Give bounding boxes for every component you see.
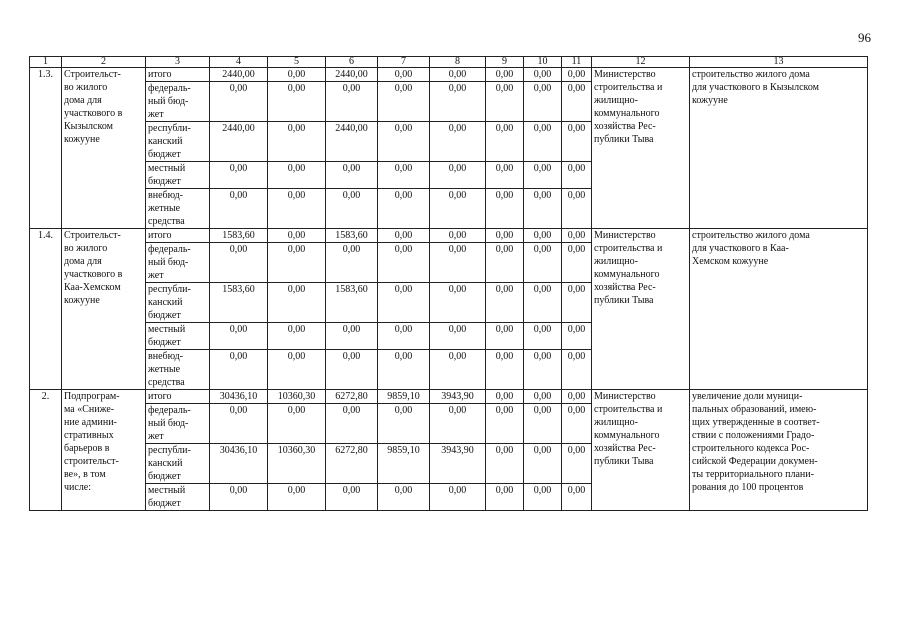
header-cell: 10	[524, 57, 562, 68]
header-cell: 12	[592, 57, 690, 68]
amount-cell: 0,00	[562, 444, 592, 484]
amount-cell: 0,00	[524, 82, 562, 122]
amount-cell: 0,00	[378, 283, 430, 323]
funding-source: местный бюджет	[146, 323, 210, 350]
amount-cell: 0,00	[326, 404, 378, 444]
funding-source: республи- канский бюджет	[146, 283, 210, 323]
amount-cell: 0,00	[378, 162, 430, 189]
amount-cell: 0,00	[326, 243, 378, 283]
amount-cell: 9859,10	[378, 390, 430, 404]
amount-cell: 0,00	[430, 122, 486, 162]
header-cell: 8	[430, 57, 486, 68]
funding-source: федераль- ный бюд- жет	[146, 404, 210, 444]
amount-cell: 0,00	[210, 243, 268, 283]
amount-cell: 0,00	[524, 404, 562, 444]
amount-cell: 0,00	[210, 82, 268, 122]
header-row	[30, 57, 868, 68]
amount-cell: 0,00	[486, 350, 524, 390]
funding-source: внебюд- жетные средства	[146, 189, 210, 229]
amount-cell: 0,00	[524, 283, 562, 323]
table-row	[30, 390, 868, 404]
amount-cell: 0,00	[486, 243, 524, 283]
amount-cell: 0,00	[486, 189, 524, 229]
funding-source: итого	[146, 68, 210, 82]
header-cell: 3	[146, 57, 210, 68]
amount-cell: 0,00	[524, 122, 562, 162]
amount-cell: 2440,00	[326, 68, 378, 82]
funding-source: республи- канский бюджет	[146, 122, 210, 162]
amount-cell: 0,00	[378, 243, 430, 283]
funding-source: внебюд- жетные средства	[146, 350, 210, 390]
amount-cell: 0,00	[562, 68, 592, 82]
amount-cell: 0,00	[486, 162, 524, 189]
amount-cell: 0,00	[326, 189, 378, 229]
amount-cell: 0,00	[562, 162, 592, 189]
amount-cell: 0,00	[562, 323, 592, 350]
amount-cell: 6272,80	[326, 444, 378, 484]
expected-result: увеличение доли муници- пальных образований, имею- щих утвержденные в соответ- ствии с положениями Градо- строительного кодекса Рос- сийской Федерации докумен- ты территориального плани- рования до 100 процентов	[690, 390, 868, 511]
amount-cell: 0,00	[524, 444, 562, 484]
amount-cell: 3943,90	[430, 390, 486, 404]
amount-cell: 0,00	[562, 243, 592, 283]
amount-cell: 2440,00	[210, 122, 268, 162]
amount-cell: 0,00	[486, 323, 524, 350]
expected-result: строительство жилого дома для участкового в Кызылском кожууне	[690, 68, 868, 229]
amount-cell: 0,00	[430, 404, 486, 444]
header-cell: 11	[562, 57, 592, 68]
amount-cell: 0,00	[524, 390, 562, 404]
amount-cell: 0,00	[326, 162, 378, 189]
amount-cell: 0,00	[430, 484, 486, 511]
amount-cell: 10360,30	[268, 390, 326, 404]
amount-cell: 0,00	[524, 68, 562, 82]
header-cell: 2	[62, 57, 146, 68]
amount-cell: 0,00	[524, 484, 562, 511]
executor: Министерство строительства и жилищно- коммунального хозяйства Рес- публики Тыва	[592, 68, 690, 229]
expected-result: строительство жилого дома для участкового в Каа- Хемском кожууне	[690, 229, 868, 390]
amount-cell: 0,00	[378, 122, 430, 162]
amount-cell: 0,00	[486, 68, 524, 82]
header-cell: 1	[30, 57, 62, 68]
amount-cell: 0,00	[268, 189, 326, 229]
amount-cell: 0,00	[524, 350, 562, 390]
amount-cell: 0,00	[524, 189, 562, 229]
amount-cell: 0,00	[562, 189, 592, 229]
amount-cell: 1583,60	[326, 229, 378, 243]
funding-source: местный бюджет	[146, 484, 210, 511]
amount-cell: 0,00	[562, 122, 592, 162]
funding-source: республи- канский бюджет	[146, 444, 210, 484]
executor: Министерство строительства и жилищно- коммунального хозяйства Рес- публики Тыва	[592, 390, 690, 511]
amount-cell: 30436,10	[210, 444, 268, 484]
amount-cell: 0,00	[430, 323, 486, 350]
funding-source: федераль- ный бюд- жет	[146, 82, 210, 122]
funding-source: местный бюджет	[146, 162, 210, 189]
row-number: 1.4.	[30, 229, 62, 390]
amount-cell: 0,00	[210, 350, 268, 390]
amount-cell: 0,00	[430, 82, 486, 122]
amount-cell: 3943,90	[430, 444, 486, 484]
amount-cell: 2440,00	[326, 122, 378, 162]
measure-name: Строительст- во жилого дома для участкового в Каа-Хемском кожууне	[62, 229, 146, 390]
amount-cell: 0,00	[562, 283, 592, 323]
funding-source: федераль- ный бюд- жет	[146, 243, 210, 283]
amount-cell: 0,00	[268, 82, 326, 122]
table-row	[30, 68, 868, 82]
amount-cell: 0,00	[562, 404, 592, 444]
amount-cell: 0,00	[268, 323, 326, 350]
amount-cell: 0,00	[430, 162, 486, 189]
amount-cell: 0,00	[378, 82, 430, 122]
amount-cell: 0,00	[378, 323, 430, 350]
header-cell: 13	[690, 57, 868, 68]
table-row	[30, 229, 868, 243]
amount-cell: 0,00	[524, 162, 562, 189]
header-cell: 7	[378, 57, 430, 68]
amount-cell: 0,00	[486, 444, 524, 484]
funding-source: итого	[146, 390, 210, 404]
amount-cell: 0,00	[268, 122, 326, 162]
amount-cell: 0,00	[562, 82, 592, 122]
amount-cell: 0,00	[210, 484, 268, 511]
amount-cell: 0,00	[268, 229, 326, 243]
amount-cell: 0,00	[378, 404, 430, 444]
amount-cell: 0,00	[524, 229, 562, 243]
amount-cell: 0,00	[326, 82, 378, 122]
amount-cell: 0,00	[378, 484, 430, 511]
amount-cell: 0,00	[378, 189, 430, 229]
amount-cell: 0,00	[486, 82, 524, 122]
amount-cell: 0,00	[210, 323, 268, 350]
amount-cell: 6272,80	[326, 390, 378, 404]
header-cell: 6	[326, 57, 378, 68]
amount-cell: 0,00	[430, 229, 486, 243]
amount-cell: 0,00	[326, 323, 378, 350]
amount-cell: 0,00	[562, 229, 592, 243]
amount-cell: 0,00	[430, 189, 486, 229]
amount-cell: 0,00	[268, 68, 326, 82]
amount-cell: 0,00	[430, 350, 486, 390]
amount-cell: 0,00	[562, 350, 592, 390]
amount-cell: 1583,60	[210, 283, 268, 323]
amount-cell: 0,00	[378, 68, 430, 82]
amount-cell: 0,00	[562, 484, 592, 511]
amount-cell: 0,00	[430, 68, 486, 82]
amount-cell: 0,00	[210, 404, 268, 444]
amount-cell: 0,00	[268, 484, 326, 511]
row-number: 2.	[30, 390, 62, 511]
amount-cell: 0,00	[524, 243, 562, 283]
amount-cell: 0,00	[486, 229, 524, 243]
amount-cell: 0,00	[210, 162, 268, 189]
amount-cell: 0,00	[430, 283, 486, 323]
executor: Министерство строительства и жилищно- коммунального хозяйства Рес- публики Тыва	[592, 229, 690, 390]
amount-cell: 30436,10	[210, 390, 268, 404]
page-number: 96	[858, 30, 871, 45]
amount-cell: 0,00	[430, 243, 486, 283]
amount-cell: 0,00	[378, 350, 430, 390]
amount-cell: 0,00	[486, 404, 524, 444]
budget-table	[29, 56, 868, 511]
amount-cell: 9859,10	[378, 444, 430, 484]
amount-cell: 0,00	[326, 350, 378, 390]
amount-cell: 0,00	[486, 390, 524, 404]
amount-cell: 0,00	[524, 323, 562, 350]
amount-cell: 1583,60	[326, 283, 378, 323]
amount-cell: 0,00	[486, 122, 524, 162]
amount-cell: 0,00	[378, 229, 430, 243]
funding-source: итого	[146, 229, 210, 243]
amount-cell: 0,00	[562, 390, 592, 404]
header-cell: 9	[486, 57, 524, 68]
amount-cell: 0,00	[268, 283, 326, 323]
amount-cell: 0,00	[326, 484, 378, 511]
amount-cell: 0,00	[268, 162, 326, 189]
measure-name: Подпрограм- ма «Сниже- ние админи- стративных барьеров в строительст- ве», в том числе:	[62, 390, 146, 511]
row-number: 1.3.	[30, 68, 62, 229]
header-cell: 4	[210, 57, 268, 68]
amount-cell: 0,00	[268, 243, 326, 283]
amount-cell: 0,00	[210, 189, 268, 229]
amount-cell: 0,00	[268, 350, 326, 390]
amount-cell: 2440,00	[210, 68, 268, 82]
amount-cell: 10360,30	[268, 444, 326, 484]
measure-name: Строительст- во жилого дома для участкового в Кызылском кожууне	[62, 68, 146, 229]
header-cell: 5	[268, 57, 326, 68]
amount-cell: 1583,60	[210, 229, 268, 243]
amount-cell: 0,00	[486, 484, 524, 511]
amount-cell: 0,00	[268, 404, 326, 444]
amount-cell: 0,00	[486, 283, 524, 323]
